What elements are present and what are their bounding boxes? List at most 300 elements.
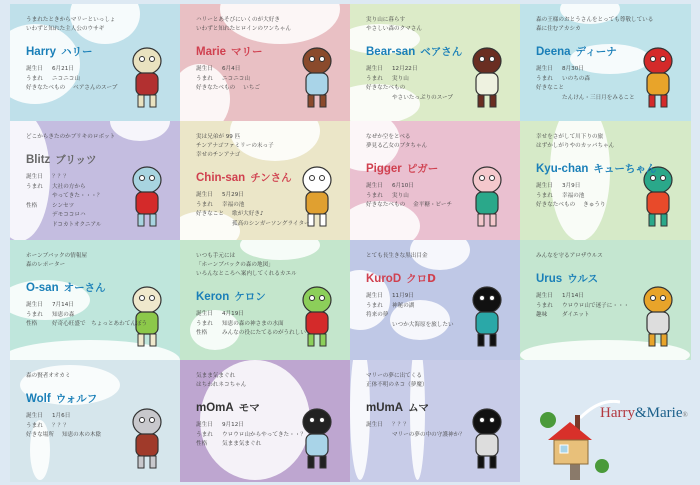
intro-line: いつも手元には (196, 253, 236, 259)
character-card-blitz (10, 121, 180, 240)
character-name (536, 161, 657, 176)
name-latin: Marie (196, 46, 227, 58)
character-card-kyu-chan (520, 121, 691, 240)
detail-label: 誕生日 (366, 422, 383, 428)
detail-line: いちご (243, 85, 260, 91)
detail-row (196, 310, 300, 320)
card-text (26, 252, 148, 330)
detail-value (232, 210, 310, 229)
detail-row (26, 183, 130, 202)
detail-row (196, 65, 300, 75)
detail-row (196, 320, 300, 330)
name-latin: mOmA (196, 402, 234, 414)
detail-label: うまれ (196, 320, 213, 327)
detail-line: デモココロハ (52, 212, 86, 218)
detail-line: いつか大海原を旅したい (392, 321, 454, 328)
detail-line: 知恵の森 (52, 311, 75, 318)
detail-label: うまれ (536, 302, 553, 309)
detail-line: いのちの森 (562, 75, 590, 82)
detail-value (222, 65, 240, 75)
intro-line: 森の王様のおとうさんをとっても尊敬している (536, 17, 654, 23)
character-card-marie (180, 4, 350, 121)
detail-value (562, 302, 629, 312)
detail-value (52, 320, 147, 330)
detail-line: 孤高のシンガーソングライター (231, 220, 310, 227)
detail-row (26, 412, 130, 422)
detail-row (536, 94, 641, 104)
intro-line: 幸せのチンアナゴ (196, 152, 241, 158)
name-japanese: ハリー (61, 46, 93, 58)
intro-line: 「ホーンブバックの森の地図」 (196, 262, 274, 268)
character-illustration (635, 41, 681, 109)
detail-line: 7月14日 (52, 302, 74, 308)
detail-line: ニコニコ山 (52, 75, 80, 82)
detail-label: うまれ (196, 201, 213, 208)
intro-line: ハリーとあそびにいくのが大好き (196, 17, 280, 23)
character-illustration (124, 160, 170, 228)
detail-value (562, 75, 590, 85)
detail-line: 神秘の湖 (392, 302, 415, 309)
detail-row (196, 421, 300, 431)
name-latin: Keron (196, 291, 230, 303)
detail-label (366, 321, 392, 331)
detail-label: 誕生日 (26, 413, 43, 419)
intro-line: 正体不明のネコ（夢魔） (366, 382, 428, 388)
detail-line: 好奇心旺盛で ちょっとあわてんぼう (52, 321, 148, 327)
character-card-o-san (10, 240, 180, 360)
detail-label: 誕生日 (536, 183, 553, 189)
character-card-bear-san (350, 4, 520, 121)
intro-line: 実は兄弟が 99 匹 (196, 134, 241, 140)
detail-value (52, 412, 70, 422)
card-text (196, 372, 306, 450)
detail-value (222, 201, 244, 211)
name-japanese: ケロン (234, 291, 266, 303)
detail-row (26, 301, 130, 311)
name-latin: O-san (26, 282, 59, 294)
detail-row (196, 440, 300, 450)
detail-label: 好きなこと (536, 85, 564, 91)
detail-value (562, 192, 584, 202)
card-text (366, 133, 470, 211)
card-text (366, 372, 470, 440)
name-latin: Wolf (26, 393, 51, 405)
detail-row (26, 311, 130, 321)
detail-row (536, 65, 641, 75)
character-name (196, 170, 300, 185)
detail-label: うまれ (196, 75, 213, 82)
card-text (196, 252, 306, 339)
card-text (26, 133, 130, 230)
detail-row (366, 321, 470, 331)
intro-line: はちわれネコちゃん (196, 382, 247, 388)
detail-row (196, 201, 300, 211)
detail-value (392, 302, 414, 312)
detail-row (536, 182, 641, 192)
character-card-wolf (10, 360, 180, 482)
harry-marie-logo (600, 405, 688, 422)
intro-line: どこからきたのかブリキのロボット (26, 134, 116, 140)
logo-card (520, 360, 691, 482)
detail-row (196, 191, 300, 201)
detail-value (52, 173, 69, 183)
character-illustration (124, 41, 170, 109)
detail-line: ？？？ (52, 174, 69, 180)
detail-label: 好きなたべもの (366, 85, 406, 91)
detail-label: 好きなたべもの (196, 85, 236, 91)
detail-line: ベアさんのスープ (73, 85, 118, 91)
detail-label: 性格 (196, 441, 208, 447)
character-card-pigger (350, 121, 520, 240)
character-name (366, 44, 470, 59)
detail-label: 誕生日 (196, 422, 213, 428)
detail-row (366, 182, 470, 192)
detail-row (196, 431, 306, 441)
detail-row (536, 192, 641, 202)
detail-row (26, 320, 148, 330)
character-name (196, 400, 300, 415)
detail-value (562, 94, 635, 104)
detail-row (26, 431, 130, 441)
detail-value (222, 191, 244, 201)
detail-value (562, 182, 580, 192)
intro-line: 気まま気まぐれ (196, 373, 236, 379)
logo-ampersand: & (634, 405, 647, 421)
detail-row (366, 302, 470, 312)
card-text (196, 16, 300, 94)
detail-row (366, 65, 470, 75)
detail-label: うまれ (26, 422, 43, 429)
detail-line: 1月6日 (52, 413, 71, 419)
detail-line: ドコカトオクニアル (52, 221, 102, 228)
detail-row (196, 84, 300, 94)
detail-label: 性格 (196, 330, 208, 336)
intro-line: うまれたときからマリーといっしょ (26, 17, 116, 23)
detail-row (196, 210, 310, 229)
detail-label: うまれ (536, 192, 553, 199)
detail-line: 実り山 (392, 75, 409, 82)
intro-line: 森の賢者オオカミ (26, 373, 71, 379)
character-card-moma (180, 360, 350, 482)
card-text (536, 133, 657, 211)
detail-label: うまれ (366, 302, 383, 309)
character-name (26, 152, 130, 167)
name-japanese: マリー (231, 46, 263, 58)
detail-row (26, 173, 130, 183)
name-latin: mUmA (366, 402, 404, 414)
detail-line: 6月10日 (392, 183, 414, 189)
detail-label: 誕生日 (536, 293, 553, 299)
detail-line: 8月30日 (562, 66, 584, 72)
name-japanese: ウォルフ (55, 393, 98, 405)
detail-label: うまれ (366, 75, 383, 82)
detail-line: 実り山 (392, 192, 409, 199)
detail-value (392, 321, 454, 331)
detail-row (26, 75, 130, 85)
detail-row (536, 292, 641, 302)
detail-value (52, 301, 74, 311)
character-name (536, 271, 641, 286)
intro-line: 夢見る乙女のブタちゃん (366, 143, 428, 149)
name-japanese: ピガー (406, 163, 439, 175)
detail-line: みんなの役にたてるのがうれしい (222, 330, 306, 336)
detail-line: 3月9日 (562, 183, 581, 189)
character-name (26, 280, 130, 295)
detail-value (392, 65, 417, 75)
character-card-harry (10, 4, 180, 121)
detail-line: やってきた・・・？ (52, 193, 103, 199)
name-latin: Blitz (26, 154, 51, 166)
card-text (366, 16, 470, 103)
detail-value (52, 422, 69, 432)
detail-line: ダイエット (562, 312, 590, 318)
detail-row (366, 75, 470, 85)
detail-value (392, 431, 465, 441)
detail-line: たんけん・三日月をみること (562, 94, 635, 101)
detail-value (392, 192, 409, 202)
intro-line: 森のレポーター (26, 262, 66, 268)
detail-value (52, 183, 102, 202)
intro-line: いわずと知れた主人公のウサギ (26, 26, 105, 32)
logo-harry: Harry (600, 405, 635, 421)
detail-label: うまれ (26, 311, 43, 318)
detail-line: 大社の方から (52, 183, 86, 190)
detail-label: 好きなこと (196, 211, 224, 217)
detail-value (222, 440, 261, 450)
intro-line: はずかしがりやのカッパちゃん (536, 143, 615, 149)
character-name (196, 289, 300, 304)
name-japanese: ディーナ (575, 46, 617, 58)
detail-label: 性格 (26, 321, 38, 327)
detail-line: ？？？ (52, 422, 69, 429)
detail-row (26, 65, 130, 75)
detail-value (52, 65, 74, 75)
detail-label: 趣味 (536, 312, 548, 318)
detail-value (222, 431, 306, 441)
detail-line: シンセツ (52, 202, 75, 209)
detail-row (26, 84, 130, 94)
name-japanese: ムマ (408, 402, 429, 414)
detail-line: きゅうり (583, 202, 606, 208)
detail-row (366, 201, 470, 211)
character-card-urus (520, 240, 691, 360)
detail-value (392, 292, 414, 302)
detail-value (222, 329, 306, 339)
name-latin: Urus (536, 273, 563, 285)
detail-label (366, 431, 392, 441)
detail-row (366, 192, 470, 202)
name-japanese: モマ (238, 402, 260, 414)
detail-line: 幸福の池 (562, 192, 585, 199)
detail-label: 好きなたべもの (536, 202, 576, 208)
detail-value (52, 311, 74, 321)
detail-value (62, 431, 101, 441)
detail-value (243, 84, 260, 94)
detail-value (222, 421, 244, 431)
name-latin: Harry (26, 46, 57, 58)
card-text (26, 16, 130, 94)
detail-line: 6月21日 (52, 66, 74, 72)
character-illustration (464, 160, 510, 228)
detail-value (222, 310, 244, 320)
detail-line: 気まま気まぐれ (222, 441, 262, 447)
detail-row (366, 431, 470, 441)
detail-label: 好きなたべもの (26, 85, 66, 91)
character-illustration (635, 280, 681, 348)
intro-line: いわずと知れたヒロインのワンちゃん (196, 26, 291, 32)
character-name (196, 44, 300, 59)
detail-label: 誕生日 (366, 66, 383, 72)
intro-line: チンアナゴファミリーの末っ子 (196, 143, 274, 149)
name-japanese: キューちゃん (593, 163, 657, 175)
intro-line: いろんなところへ案内してくれるカエル (196, 271, 297, 277)
detail-value (392, 182, 414, 192)
character-illustration (124, 280, 170, 348)
character-illustration (464, 41, 510, 109)
name-latin: KuroD (366, 273, 402, 285)
detail-label: うまれ (26, 75, 43, 82)
detail-row (26, 422, 130, 432)
name-japanese: ブリッツ (55, 154, 97, 166)
detail-row (366, 421, 470, 431)
detail-line: やさいたっぷりのスープ (392, 94, 453, 101)
logo-registered: ® (682, 411, 688, 419)
character-illustration (294, 41, 340, 109)
detail-row (366, 292, 470, 302)
character-card-chin-san (180, 121, 350, 240)
character-name (26, 391, 130, 406)
detail-label (366, 94, 392, 104)
detail-line: 幸福の池 (222, 201, 245, 208)
detail-label: 誕生日 (196, 311, 213, 317)
detail-value (392, 94, 453, 104)
detail-label: 誕生日 (26, 174, 43, 180)
detail-line: 12月22日 (392, 66, 418, 72)
detail-label: 誕生日 (366, 293, 383, 299)
intro-line: 幸せをさがして川下りの旅 (536, 134, 604, 140)
detail-value (392, 421, 409, 431)
detail-value (52, 202, 102, 231)
intro-line: やさしい森のクマさん (366, 26, 422, 32)
detail-line: 11月9日 (392, 293, 414, 299)
intro-line: なぜか空をとべる (366, 134, 411, 140)
logo-marie: Marie (646, 405, 683, 421)
detail-row (366, 84, 470, 94)
detail-line: 6月4日 (222, 66, 241, 72)
detail-label: 誕生日 (26, 66, 43, 72)
intro-line: 森に住むアカシカ (536, 26, 581, 32)
detail-label: 誕生日 (196, 66, 213, 72)
detail-line: 知恵の木の木陰 (61, 432, 102, 438)
character-illustration (464, 280, 510, 348)
character-name (26, 44, 130, 59)
character-card-kurod (350, 240, 520, 360)
detail-line: マリーの夢の中の守護神か？ (392, 431, 465, 438)
character-card-deena (520, 4, 691, 121)
name-latin: Deena (536, 46, 571, 58)
detail-label: うまれ (366, 192, 383, 199)
character-name (366, 161, 470, 176)
detail-value (583, 201, 605, 211)
detail-value (392, 75, 409, 85)
detail-row (536, 302, 641, 312)
name-latin: Pigger (366, 163, 402, 175)
intro-line: マリーの夢に出てくる (366, 373, 422, 379)
detail-line: ニコニコ山 (222, 75, 250, 82)
detail-row (536, 84, 641, 94)
intro-line: ホーンブバックの情報屋 (26, 253, 87, 259)
name-latin: Bear-san (366, 46, 416, 58)
detail-label: 将来の夢 (366, 312, 389, 318)
name-latin: Chin-san (196, 172, 246, 184)
character-name (366, 400, 470, 415)
detail-value (52, 75, 80, 85)
character-name (366, 271, 470, 286)
detail-value (222, 320, 284, 330)
detail-line: 金平糖・ピーチ (413, 202, 453, 208)
detail-line: 5月29日 (222, 192, 244, 198)
detail-line: 知恵の森の神さまの水面 (222, 320, 284, 327)
detail-label (536, 94, 562, 104)
detail-label: 誕生日 (196, 192, 213, 198)
detail-label: 誕生日 (366, 183, 383, 189)
detail-line: ウロウロ山からやってきた・・？ (222, 431, 306, 438)
detail-label: うまれ (26, 183, 43, 190)
card-text (196, 133, 310, 229)
detail-row (366, 311, 470, 321)
character-card-keron (180, 240, 350, 360)
detail-value (562, 65, 584, 75)
detail-row (366, 94, 470, 104)
detail-value (562, 311, 590, 321)
detail-value (222, 75, 250, 85)
detail-value (73, 84, 117, 94)
detail-label: 誕生日 (26, 302, 43, 308)
detail-row (536, 201, 641, 211)
detail-line: ？？？ (392, 422, 409, 428)
card-text (26, 372, 130, 441)
detail-label: 好きな場所 (26, 432, 54, 438)
card-text (536, 16, 654, 103)
name-japanese: クロD (406, 273, 436, 285)
detail-value (562, 292, 584, 302)
intro-line: とても長生きな黒出目金 (366, 253, 428, 259)
character-card-muma (350, 360, 520, 482)
name-japanese: ウルス (567, 273, 599, 285)
name-japanese: ベアさん (420, 46, 463, 58)
detail-label: 性格 (26, 202, 38, 209)
name-japanese: チンさん (250, 172, 292, 184)
intro-line: みんなを守るアロザウルス (536, 253, 603, 259)
name-japanese: オーさん (63, 282, 106, 294)
detail-row (26, 202, 130, 231)
detail-row (536, 311, 641, 321)
character-grid (10, 4, 691, 482)
card-text (536, 252, 641, 321)
detail-line: 1月14日 (562, 293, 584, 299)
intro-line: 実り山に暮らす (366, 17, 406, 23)
detail-label: 誕生日 (536, 66, 553, 72)
character-illustration (124, 402, 170, 470)
detail-value (413, 201, 452, 211)
character-name (536, 44, 641, 59)
detail-line: ウロウロ山で迷子に・・・ (562, 302, 630, 309)
detail-line: 9月12日 (222, 422, 244, 428)
character-illustration (464, 402, 510, 470)
detail-row (536, 75, 641, 85)
detail-line: 歌が大好き♪ (231, 211, 264, 217)
detail-label: 好きなたべもの (366, 202, 406, 208)
